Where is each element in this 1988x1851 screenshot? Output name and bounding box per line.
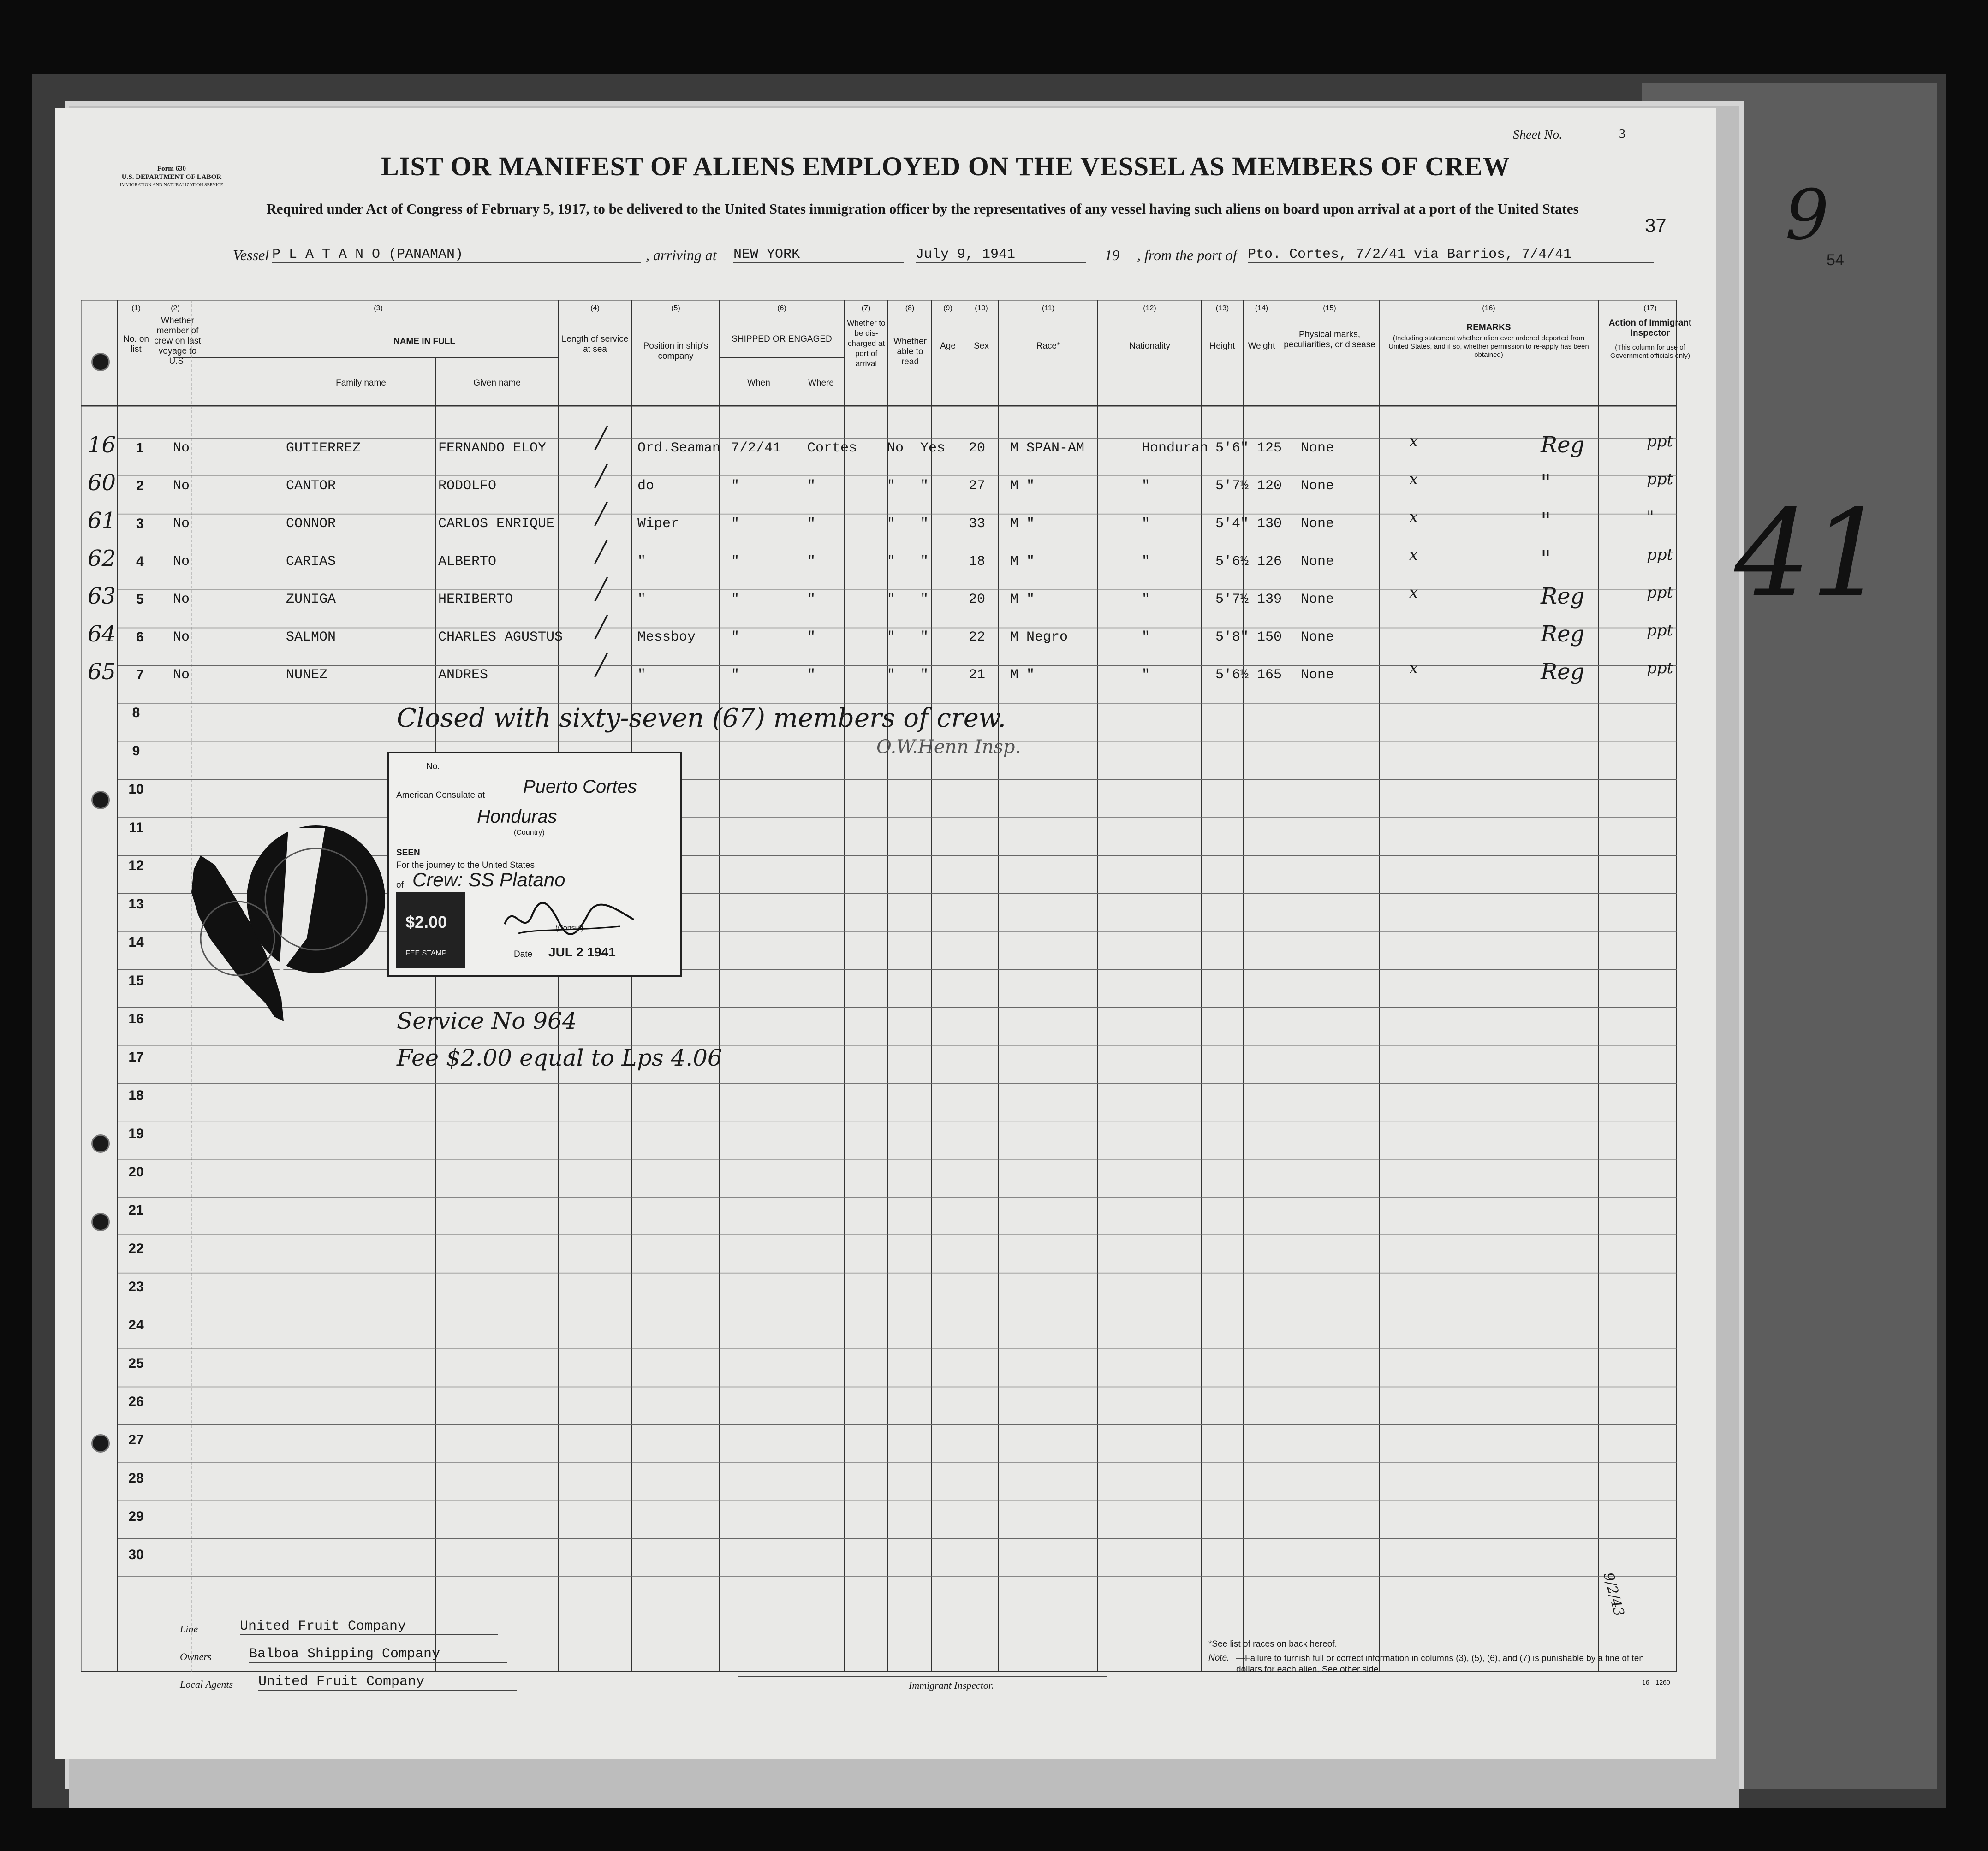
shipped-when-cell: "	[731, 592, 740, 607]
given-name-cell: CHARLES AGUSTUS	[438, 629, 563, 645]
weight-cell: 165	[1257, 667, 1282, 683]
family-name-cell: NUNEZ	[286, 667, 328, 683]
consulate-stamp	[387, 752, 682, 977]
nationality-cell: "	[1142, 667, 1150, 683]
col-header-sex: Sex	[974, 341, 989, 351]
row-number: 7	[136, 667, 144, 682]
margin-row-annotation: 63	[88, 583, 116, 609]
remark-cell: x	[1409, 546, 1418, 564]
note-text: —Failure to furnish full or correct information in columns (3), (5), (6), and (7) is punishable by a fine of ten dollars for each alien. See other side.	[1236, 1654, 1644, 1674]
height-cell: 5'6½	[1215, 554, 1249, 570]
arriving-port: NEW YORK	[733, 247, 904, 263]
col-num-14: (14)	[1255, 304, 1268, 312]
col-header-no: No. on list	[123, 334, 149, 354]
read-cell: "	[920, 516, 929, 532]
initials-cell: ppt	[1647, 546, 1673, 564]
height-cell: 5'4"	[1215, 516, 1249, 532]
service-check-mark: ╱	[595, 540, 607, 564]
col-num-4: (4)	[590, 304, 600, 312]
col-header-age: Age	[940, 341, 956, 351]
col-num-13: (13)	[1215, 304, 1229, 312]
initials-cell: ppt	[1647, 432, 1673, 451]
initials-cell: ppt	[1647, 621, 1673, 640]
family-name-cell: GUTIERREZ	[286, 440, 361, 456]
col-header-discharged: Whether to be dis-charged at port of arrival	[847, 319, 886, 368]
sheet-number: 3	[1601, 127, 1674, 142]
action-cell: Reg	[1541, 583, 1585, 609]
shipped-when-cell: "	[731, 516, 740, 532]
row-number: 15	[128, 973, 144, 988]
col-num-1: (1)	[131, 304, 141, 312]
row-number: 1	[136, 440, 144, 456]
owners-value: Balboa Shipping Company	[249, 1646, 507, 1663]
race-cell: "	[1026, 592, 1035, 607]
nationality-cell: "	[1142, 478, 1150, 494]
race-cell: "	[1026, 478, 1035, 494]
discharged-cell: "	[887, 478, 896, 494]
last-voyage-cell: No	[173, 440, 190, 456]
row-number: 23	[128, 1279, 144, 1294]
row-number: 24	[128, 1317, 144, 1333]
action-cell: Reg	[1541, 432, 1585, 458]
inspector-label: Immigrant Inspector.	[909, 1679, 994, 1691]
age-cell: 27	[969, 478, 986, 494]
service-check-mark: ╱	[595, 464, 607, 488]
fee-stamp	[396, 892, 465, 968]
row-number: 18	[128, 1088, 144, 1103]
age-cell: 20	[969, 592, 986, 607]
row-number: 27	[128, 1432, 144, 1448]
manifest-page	[55, 108, 1716, 1759]
col-num-17: (17)	[1643, 304, 1657, 312]
nationality-cell: "	[1142, 554, 1150, 570]
col-header-nationality: Nationality	[1129, 341, 1170, 351]
col-num-11: (11)	[1042, 304, 1055, 312]
given-name-cell: ANDRES	[438, 667, 488, 683]
races-note: *See list of races on back hereof.	[1208, 1639, 1337, 1649]
col-num-5: (5)	[671, 304, 680, 312]
position-cell: Ord.Seaman	[637, 440, 721, 456]
stamp-journey: For the journey to the United States	[396, 860, 535, 870]
row-number: 30	[128, 1547, 144, 1562]
last-voyage-cell: No	[173, 592, 190, 607]
stamp-of-label: of	[396, 880, 404, 890]
given-name-cell: HERIBERTO	[438, 592, 513, 607]
year-prefix: 19	[1105, 247, 1119, 263]
shipped-when-cell: 7/2/41	[731, 440, 781, 456]
given-name-cell: FERNANDO ELOY	[438, 440, 547, 456]
row-number: 12	[128, 858, 144, 873]
arrival-date: July 9, 1941	[916, 247, 1086, 263]
row-number: 11	[129, 820, 143, 835]
position-cell: "	[637, 554, 646, 570]
family-name-cell: CONNOR	[286, 516, 336, 532]
service-check-mark: ╱	[595, 616, 607, 639]
margin-annotation-right: 41	[1734, 484, 1887, 623]
race-cell: "	[1026, 516, 1035, 532]
fee-stamp-label: FEE STAMP	[405, 949, 447, 957]
binder-hole	[91, 1434, 110, 1453]
read-cell: "	[920, 667, 929, 683]
last-voyage-cell: No	[173, 478, 190, 494]
col-header-action: Action of Immigrant Inspector	[1608, 318, 1692, 338]
height-cell: 5'6½	[1215, 667, 1249, 683]
stamp-seen: SEEN	[396, 848, 420, 858]
vessel-line	[233, 247, 1663, 270]
margin-annotation-top: 9	[1785, 175, 1829, 255]
service-check-mark: ╱	[595, 427, 607, 450]
consul-signature	[500, 896, 638, 943]
marks-cell: None	[1301, 554, 1334, 570]
service-check-mark: ╱	[595, 502, 607, 526]
position-cell: Messboy	[637, 629, 696, 645]
shipped-where-cell: "	[807, 629, 816, 645]
last-voyage-cell: No	[173, 667, 190, 683]
family-name-cell: CANTOR	[286, 478, 336, 494]
sex-cell: M	[1010, 592, 1019, 607]
col-header-where: Where	[808, 378, 834, 388]
inspector-signature: O.W.Henn Insp.	[876, 736, 1021, 758]
nationality-cell: "	[1142, 629, 1150, 645]
form-id-block	[120, 165, 223, 190]
marks-cell: None	[1301, 478, 1334, 494]
sex-cell: M	[1010, 554, 1019, 570]
discharged-cell: "	[887, 516, 896, 532]
margin-row-annotation: 16	[88, 432, 116, 458]
stamp-date-label: Date	[514, 949, 533, 959]
row-number: 4	[136, 554, 144, 569]
row-number: 5	[136, 592, 144, 607]
service: IMMIGRATION AND NATURALIZATION SERVICE	[120, 183, 223, 188]
action-cell: Reg	[1541, 659, 1585, 685]
row-number: 28	[128, 1471, 144, 1486]
shipped-when-cell: "	[731, 629, 740, 645]
age-cell: 18	[969, 554, 986, 570]
remark-cell: x	[1409, 583, 1418, 602]
form-code: 16—1260	[1642, 1679, 1670, 1686]
fee-stamp-amount: $2.00	[405, 913, 447, 931]
owners-label: Owners	[180, 1651, 212, 1662]
sex-cell: M	[1010, 440, 1019, 456]
age-cell: 20	[969, 440, 986, 456]
col-header-remarks-sub: (Including statement whether alien ever ordered deported from United States, and if so, whether permission to re-apply has been obtained)	[1388, 334, 1589, 359]
col-num-3: (3)	[374, 304, 383, 312]
row-number: 26	[128, 1394, 144, 1409]
row-number: 19	[128, 1126, 144, 1141]
col-header-service: Length of service at sea	[561, 334, 629, 354]
initials-cell: ppt	[1647, 470, 1673, 488]
sheet-label: Sheet No.	[1513, 128, 1563, 142]
fee-note: Fee $2.00 equal to Lps 4.06	[397, 1044, 722, 1071]
height-cell: 5'7½	[1215, 592, 1249, 607]
position-cell: "	[637, 592, 646, 607]
row-number: 9	[132, 743, 140, 759]
col-header-read: Whether able to read	[893, 337, 927, 367]
weight-cell: 150	[1257, 629, 1282, 645]
age-cell: 21	[969, 667, 986, 683]
position-cell: Wiper	[637, 516, 679, 532]
service-check-mark: ╱	[595, 653, 607, 677]
col-header-action-sub: (This column for use of Government officials only)	[1610, 344, 1690, 360]
col-num-6: (6)	[777, 304, 786, 312]
col-header-shipped: SHIPPED OR ENGAGED	[732, 334, 832, 344]
last-voyage-cell: No	[173, 629, 190, 645]
col-num-10: (10)	[975, 304, 988, 312]
agents-value: United Fruit Company	[258, 1674, 517, 1691]
margin-annotation-small: 54	[1827, 251, 1844, 269]
read-cell: "	[920, 554, 929, 570]
height-cell: 5'6"	[1215, 440, 1249, 456]
bottom-date: 9/2/43	[1600, 1571, 1627, 1618]
line-value: United Fruit Company	[240, 1619, 498, 1635]
col-num-2: (2)	[171, 304, 180, 312]
binder-hole	[91, 1213, 110, 1231]
margin-row-annotation: 65	[88, 659, 116, 685]
row-number: 16	[128, 1011, 144, 1026]
family-name-cell: SALMON	[286, 629, 336, 645]
stamp-city: Puerto Cortes	[523, 777, 637, 797]
margin-row-annotation: 60	[88, 470, 116, 496]
sex-cell: M	[1010, 516, 1019, 532]
marks-cell: None	[1301, 592, 1334, 607]
nationality-cell: "	[1142, 516, 1150, 532]
col-num-15: (15)	[1323, 304, 1336, 312]
service-check-mark: ╱	[595, 578, 607, 601]
shipped-when-cell: "	[731, 667, 740, 683]
discharged-cell: "	[887, 554, 896, 570]
col-num-7: (7)	[861, 304, 871, 312]
race-cell: Negro	[1026, 629, 1068, 645]
position-cell: "	[637, 667, 646, 683]
family-name-cell: CARIAS	[286, 554, 336, 570]
weight-cell: 130	[1257, 516, 1282, 532]
vessel-name: P L A T A N O (PANAMAN)	[272, 247, 641, 263]
read-cell: "	[920, 629, 929, 645]
margin-row-annotation: 62	[88, 546, 116, 571]
given-name-cell: ALBERTO	[438, 554, 497, 570]
col-header-height: Height	[1209, 341, 1235, 351]
col-header-name: NAME IN FULL	[393, 337, 456, 346]
discharged-cell: "	[887, 667, 896, 683]
col-header-remarks: REMARKS	[1466, 323, 1511, 332]
agents-label: Local Agents	[180, 1679, 233, 1690]
row-number: 8	[132, 705, 140, 720]
discharged-cell: "	[887, 629, 896, 645]
col-num-12: (12)	[1143, 304, 1156, 312]
stamp-crew: Crew: SS Platano	[412, 869, 565, 890]
stamp-country: Honduras	[477, 807, 557, 827]
row-number: 20	[128, 1164, 144, 1180]
service-note: Service No 964	[397, 1008, 577, 1034]
initials-cell: ppt	[1647, 583, 1673, 602]
stamp-consulate-label: American Consulate at	[396, 790, 485, 800]
shipped-where-cell: "	[807, 592, 816, 607]
marks-cell: None	[1301, 516, 1334, 532]
height-cell: 5'7½	[1215, 478, 1249, 494]
nationality-cell: "	[1142, 592, 1150, 607]
given-name-cell: CARLOS ENRIQUE	[438, 516, 555, 532]
margin-row-annotation: 61	[88, 508, 116, 534]
shipped-where-cell: "	[807, 478, 816, 494]
department: U.S. DEPARTMENT OF LABOR	[121, 173, 222, 181]
embossed-seal	[173, 800, 390, 1040]
row-number: 25	[128, 1356, 144, 1371]
discharged-cell: No	[887, 440, 904, 456]
read-cell: Yes	[920, 440, 946, 456]
col-num-9: (9)	[943, 304, 952, 312]
marks-cell: None	[1301, 440, 1334, 456]
col-header-marks: Physical marks, peculiarities, or disease	[1284, 330, 1375, 350]
position-cell: do	[637, 478, 655, 494]
row-number: 22	[128, 1241, 144, 1256]
remark-cell: x	[1409, 470, 1418, 488]
row-number: 17	[128, 1050, 144, 1065]
col-num-16: (16)	[1482, 304, 1495, 312]
given-name-cell: RODOLFO	[438, 478, 497, 494]
action-cell: "	[1541, 546, 1551, 571]
col-header-family: Family name	[336, 378, 386, 388]
weight-cell: 126	[1257, 554, 1282, 570]
shipped-where-cell: Cortes	[807, 440, 857, 456]
age-cell: 33	[969, 516, 986, 532]
shipped-where-cell: "	[807, 554, 816, 570]
arriving-label: , arriving at	[646, 247, 717, 263]
weight-cell: 120	[1257, 478, 1282, 494]
remark-cell: x	[1409, 508, 1418, 526]
col-num-8: (8)	[905, 304, 915, 312]
stamp-country-label: (Country)	[514, 829, 545, 837]
stamp-consul-label: (Consul)	[555, 924, 583, 932]
page-number: 37	[1645, 214, 1667, 236]
sex-cell: M	[1010, 478, 1019, 494]
shipped-where-cell: "	[807, 516, 816, 532]
initials-cell: ppt	[1647, 659, 1673, 677]
last-voyage-cell: No	[173, 554, 190, 570]
line-label: Line	[180, 1623, 198, 1635]
from-label: , from the port of	[1137, 247, 1237, 263]
marks-cell: None	[1301, 629, 1334, 645]
height-cell: 5'8"	[1215, 629, 1249, 645]
closing-note: Closed with sixty-seven (67) members of crew.	[397, 703, 1006, 733]
age-cell: 22	[969, 629, 986, 645]
vessel-label: Vessel	[233, 247, 269, 263]
binder-hole	[91, 353, 110, 371]
row-number: 3	[136, 516, 144, 531]
weight-cell: 139	[1257, 592, 1282, 607]
row-number: 10	[128, 782, 144, 797]
col-header-race: Race*	[1036, 341, 1060, 351]
read-cell: "	[920, 592, 929, 607]
stamp-date: JUL 2 1941	[548, 945, 616, 959]
action-cell: "	[1541, 508, 1551, 534]
stamp-no-label: No.	[426, 762, 440, 771]
col-header-last-voyage: Whether member of crew on last voyage to U.S.	[154, 316, 201, 366]
page-subtitle: Required under Act of Congress of February 5, 1917, to be delivered to the United States immigration officer by the representatives of any vessel having such aliens on board upon arrival at a port of the United States	[266, 201, 1579, 217]
remark-cell: x	[1409, 432, 1418, 451]
row-number: 29	[128, 1509, 144, 1524]
read-cell: "	[920, 478, 929, 494]
binder-hole	[91, 1134, 110, 1153]
row-number: 2	[136, 478, 144, 493]
page-title: LIST OR MANIFEST OF ALIENS EMPLOYED ON THE VESSEL AS MEMBERS OF CREW	[381, 151, 1510, 181]
margin-row-annotation: 64	[88, 621, 116, 647]
row-number: 14	[128, 935, 144, 950]
inspector-line	[738, 1676, 1107, 1677]
col-header-position: Position in ship's company	[643, 341, 708, 361]
action-cell: Reg	[1541, 621, 1585, 647]
last-voyage-cell: No	[173, 516, 190, 532]
action-cell: "	[1541, 470, 1551, 496]
col-header-given: Given name	[473, 378, 521, 388]
weight-cell: 125	[1257, 440, 1282, 456]
family-name-cell: ZUNIGA	[286, 592, 336, 607]
binder-hole	[91, 791, 110, 809]
race-cell: "	[1026, 667, 1035, 683]
remark-cell: x	[1409, 659, 1418, 677]
col-header-when: When	[747, 378, 770, 388]
initials-cell: "	[1647, 508, 1654, 526]
discharged-cell: "	[887, 592, 896, 607]
from-port: Pto. Cortes, 7/2/41 via Barrios, 7/4/41	[1248, 247, 1654, 263]
marks-cell: None	[1301, 667, 1334, 683]
shipped-where-cell: "	[807, 667, 816, 683]
row-number: 13	[128, 896, 144, 912]
sex-cell: M	[1010, 667, 1019, 683]
shipped-when-cell: "	[731, 554, 740, 570]
row-number: 21	[128, 1203, 144, 1218]
race-cell: "	[1026, 554, 1035, 570]
sex-cell: M	[1010, 629, 1019, 645]
col-header-weight: Weight	[1248, 341, 1275, 351]
shipped-when-cell: "	[731, 478, 740, 494]
form-id: Form 630	[157, 165, 186, 172]
nationality-cell: Honduran	[1142, 440, 1208, 456]
row-number: 6	[136, 629, 144, 645]
note-label: Note.	[1208, 1653, 1230, 1663]
race-cell: SPAN-AM	[1026, 440, 1085, 456]
